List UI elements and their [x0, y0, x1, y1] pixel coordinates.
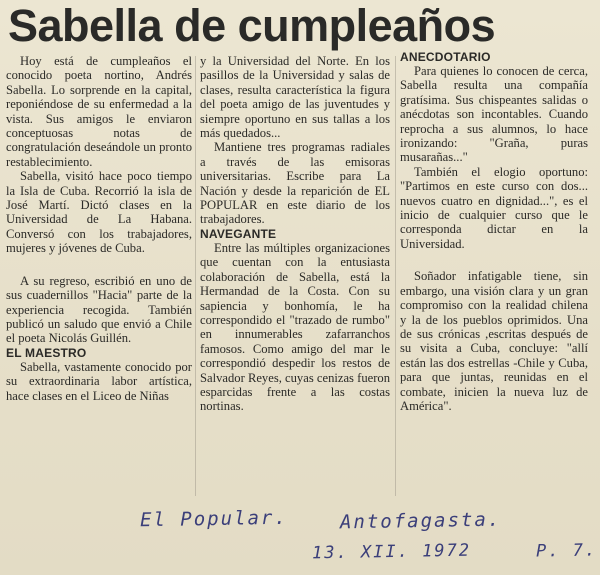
column-3 [400, 50, 588, 413]
paragraph: Sabella, visitó hace poco tiempo la Isla de Cuba. Recorrió la isla de José Martí. Dictó clases en la Universidad de La Habana. Conversó con los trabajadores, mujeres y jóvenes de Cuba. [6, 169, 192, 256]
handwritten-city: Antofagasta. [339, 508, 502, 534]
subheading: NAVEGANTE [200, 226, 277, 241]
subheading: ANECDOTARIO [400, 50, 491, 64]
handwritten-paper-name: El Popular. [139, 506, 289, 532]
paragraph: Mantiene tres programas radiales a través de las emisoras universitarias. Escribe para La Nación y desde la reparición de EL POPULAR en este diario de los trabajadores. [200, 140, 390, 227]
column-rule [195, 56, 196, 496]
paragraph: y la Universidad del Norte. En los pasillos de la Universidad y salas de clases, resulta característica la figura del poeta amigo de las juventudes y siempre oportuno en sus tallas a los más quedados... [200, 54, 390, 141]
handwritten-page: P. 7. [535, 540, 598, 562]
subheading: EL MAESTRO [6, 345, 87, 360]
paragraph: Sabella, vastamente conocido por su extraordinaria labor artística, hace clases en el Liceo de Niñas [6, 359, 192, 403]
handwritten-date: 13. XII. 1972 [311, 540, 472, 564]
column-rule [395, 56, 396, 496]
paragraph: Soñador infatigable tiene, sin embargo, una visión clara y un gran compromiso con la realidad chilena y la de los pueblos oprimidos. Una de sus crónicas ,escritas después de su visita a Cuba, concluye: "allí están las dos estrellas -Chile y Cuba, para que juntas, reunidas en el combate, inicien la nueva luz de América". [400, 269, 588, 413]
paragraph: Entre las múltiples organizaciones que cuentan con la entusiasta colaboración de Sabella, está la Hermandad de la Costa. Con su sapiencia y bonhomía, le ha correspondido el "trazado de rumbo" en innumerables zafarranchos famosos. Como amigo del mar le correspondió despedir los restos de Salvador Reyes, cuyas cenizas fueron esparcidas frente a las costas nortinas. [200, 240, 390, 414]
paragraph: A su regreso, escribió en uno de sus cuadernillos "Hacia" parte de la experiencia recogida. También publicó un saludo que envió a Chile el poeta Nicolás Guillén. [6, 273, 192, 346]
headline: Sabella de cumpleaños [8, 0, 496, 51]
column-1 [6, 54, 192, 403]
paragraph: Hoy está de cumpleaños el conocido poeta nortino, Andrés Sabella. Lo sorprende en la capital, reponiéndose de su enfermedad a la vista. Sus amigos le enviaron conceptuosas notas de congratulación deseándole un pronto restablecimiento. [6, 54, 192, 169]
paragraph: Para quienes lo conocen de cerca, Sabella resulta una compañía gratísima. Sus chispeantes salidas o anécdotas son incontables. Cuando reprocha a sus alumnos, lo hace ironizando: "Graña, puras musarañas..." [400, 64, 588, 165]
column-2 [200, 54, 390, 414]
paragraph: También el elogio oportuno: "Partimos en este curso con dos... nuevos cuatro en dignidad...", es el inicio de cualquier curso que le corresponda dictar en la Universidad. [400, 164, 588, 251]
